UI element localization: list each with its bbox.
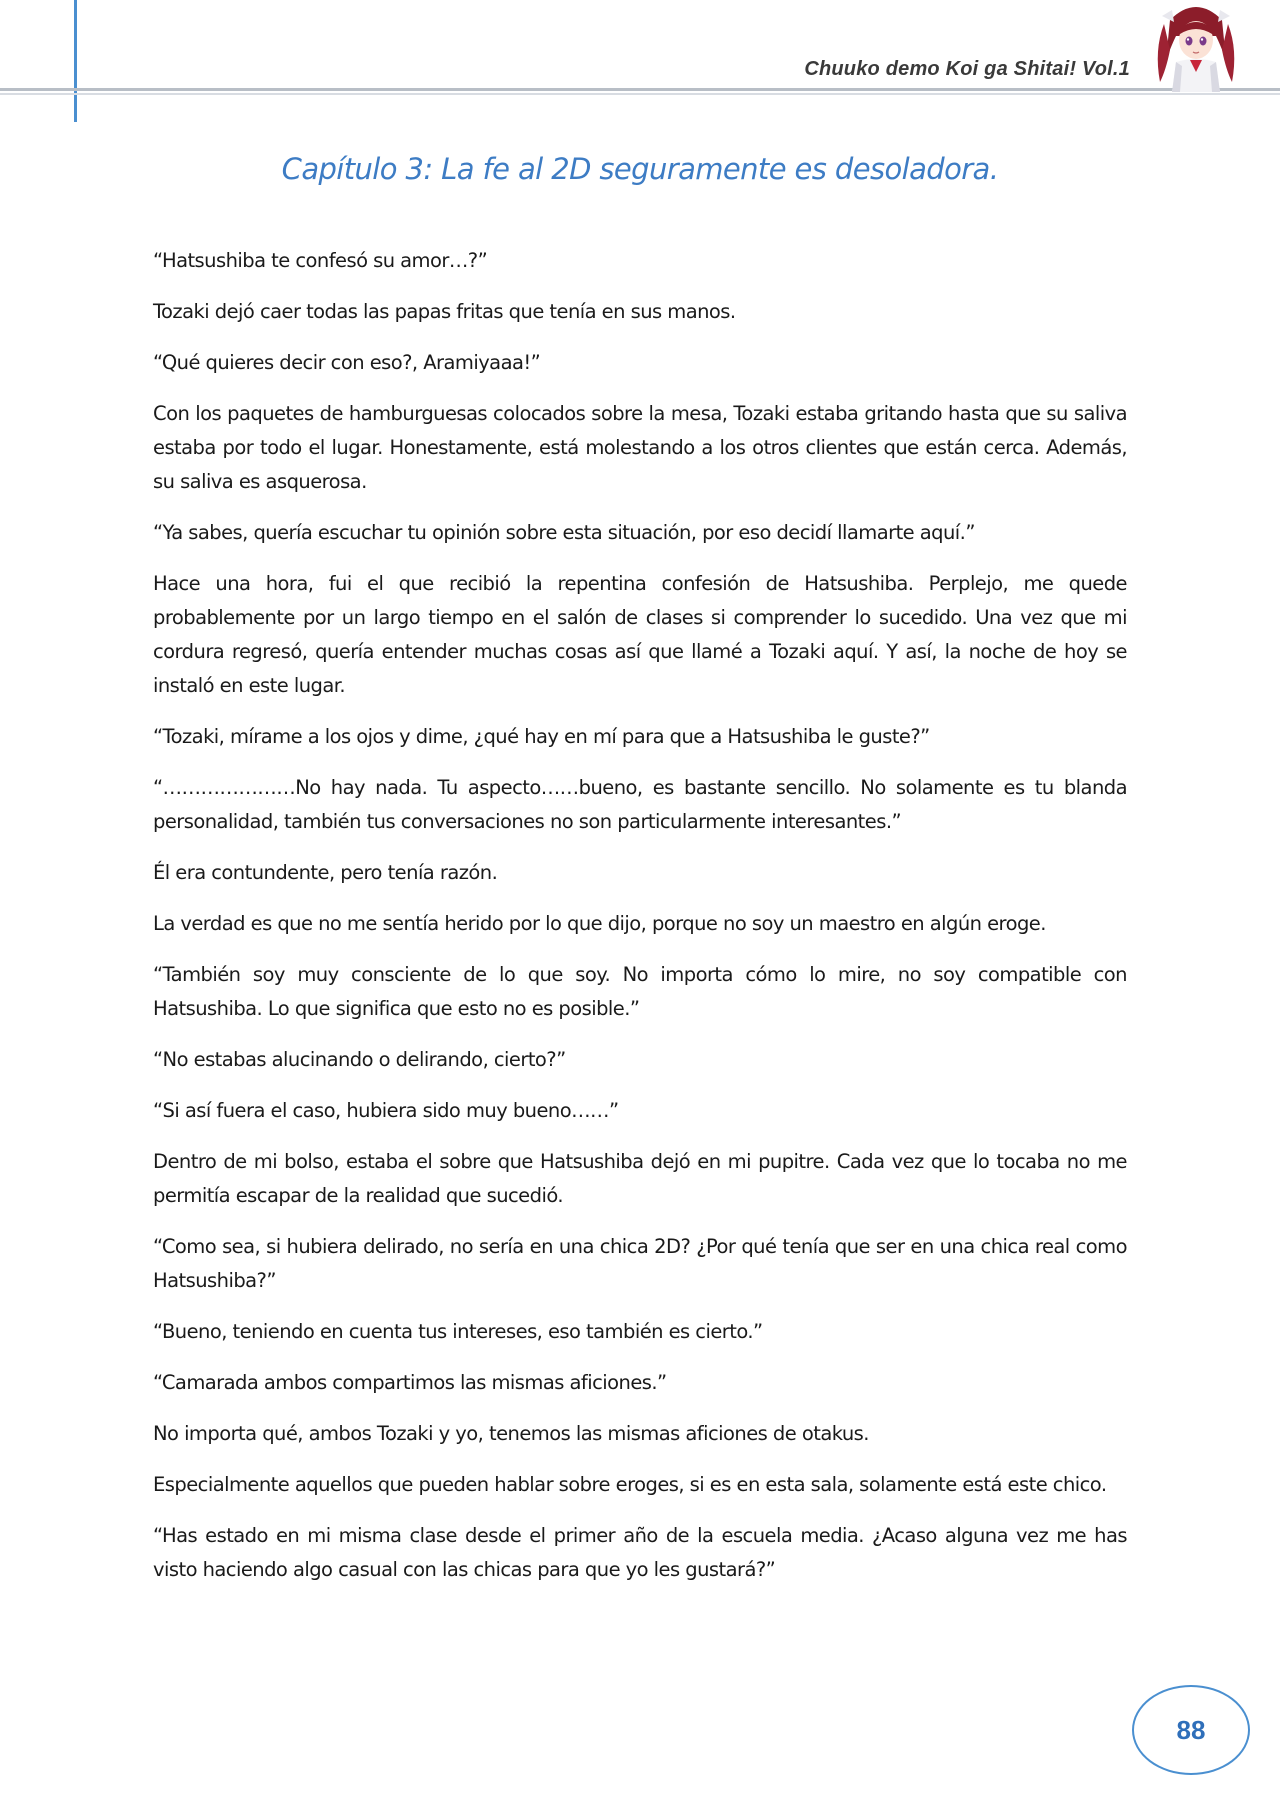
paragraph: “Ya sabes, quería escuchar tu opinión sobre esta situación, por eso decidí llamarte aquí.” xyxy=(153,521,975,544)
paragraph: Con los paquetes de hamburguesas colocados sobre la mesa, Tozaki estaba gritando hasta que su saliva estaba por todo el lugar. Honestamente, está molestando a los otros clientes que están cerca. Además, su saliva es asquerosa. xyxy=(153,402,1127,493)
paragraph: “Qué quieres decir con eso?, Aramiyaaa!” xyxy=(153,351,541,374)
paragraph: Especialmente aquellos que pueden hablar sobre eroges, si es en esta sala, solamente está este chico. xyxy=(153,1473,1107,1496)
header-accent-bar xyxy=(74,0,77,122)
book-title: Chuuko demo Koi ga Shitai! Vol.1 xyxy=(804,58,1130,80)
header-rule-secondary xyxy=(0,93,1280,95)
header-rule xyxy=(0,88,1280,91)
chapter-body xyxy=(153,244,1127,1604)
paragraph: Dentro de mi bolso, estaba el sobre que Hatsushiba dejó en mi pupitre. Cada vez que lo tocaba no me permitía escapar de la realidad que sucedió. xyxy=(153,1150,1127,1207)
paragraph: “También soy muy consciente de lo que soy. No importa cómo lo mire, no soy compatible con Hatsushiba. Lo que significa que esto no es posible.” xyxy=(153,963,1127,1020)
paragraph: Tozaki dejó caer todas las papas fritas que tenía en sus manos. xyxy=(153,300,736,323)
paragraph: Hace una hora, fui el que recibió la repentina confesión de Hatsushiba. Perplejo, me quede probablemente por un largo tiempo en el salón de clases si comprender lo sucedido. Una vez que mi cordura regresó, quería entender muchas cosas así que llamé a Tozaki aquí. Y así, la noche de hoy se instaló en este lugar. xyxy=(153,572,1127,697)
paragraph: “No estabas alucinando o delirando, cierto?” xyxy=(153,1048,566,1071)
paragraph: “Como sea, si hubiera delirado, no sería en una chica 2D? ¿Por qué tenía que ser en una chica real como Hatsushiba?” xyxy=(153,1235,1127,1292)
page-number: 88 xyxy=(1176,1714,1206,1745)
paragraph: Él era contundente, pero tenía razón. xyxy=(153,861,498,884)
paragraph: “Bueno, teniendo en cuenta tus intereses, eso también es cierto.” xyxy=(153,1320,763,1343)
paragraph: “Camarada ambos compartimos las mismas aficiones.” xyxy=(153,1371,667,1394)
paragraph: “Tozaki, mírame a los ojos y dime, ¿qué hay en mí para que a Hatsushiba le guste?” xyxy=(153,725,930,748)
paragraph: “Hatsushiba te confesó su amor…?” xyxy=(153,249,488,272)
anime-girl-icon xyxy=(1150,0,1242,92)
chapter-title: Capítulo 3: La fe al 2D seguramente es desoladora. xyxy=(281,152,999,186)
page-number-badge xyxy=(1132,1685,1250,1775)
paragraph: “…………………No hay nada. Tu aspecto……bueno, es bastante sencillo. No solamente es tu blanda personalidad, también tus conversaciones no son particularmente interesantes.” xyxy=(153,776,1127,833)
paragraph: La verdad es que no me sentía herido por lo que dijo, porque no soy un maestro en algún eroge. xyxy=(153,912,1046,935)
paragraph: “Has estado en mi misma clase desde el primer año de la escuela media. ¿Acaso alguna vez me has visto haciendo algo casual con las chicas para que yo les gustará?” xyxy=(153,1524,1127,1581)
paragraph: “Si así fuera el caso, hubiera sido muy bueno……” xyxy=(153,1099,619,1122)
paragraph: No importa qué, ambos Tozaki y yo, tenemos las mismas aficiones de otakus. xyxy=(153,1422,869,1445)
